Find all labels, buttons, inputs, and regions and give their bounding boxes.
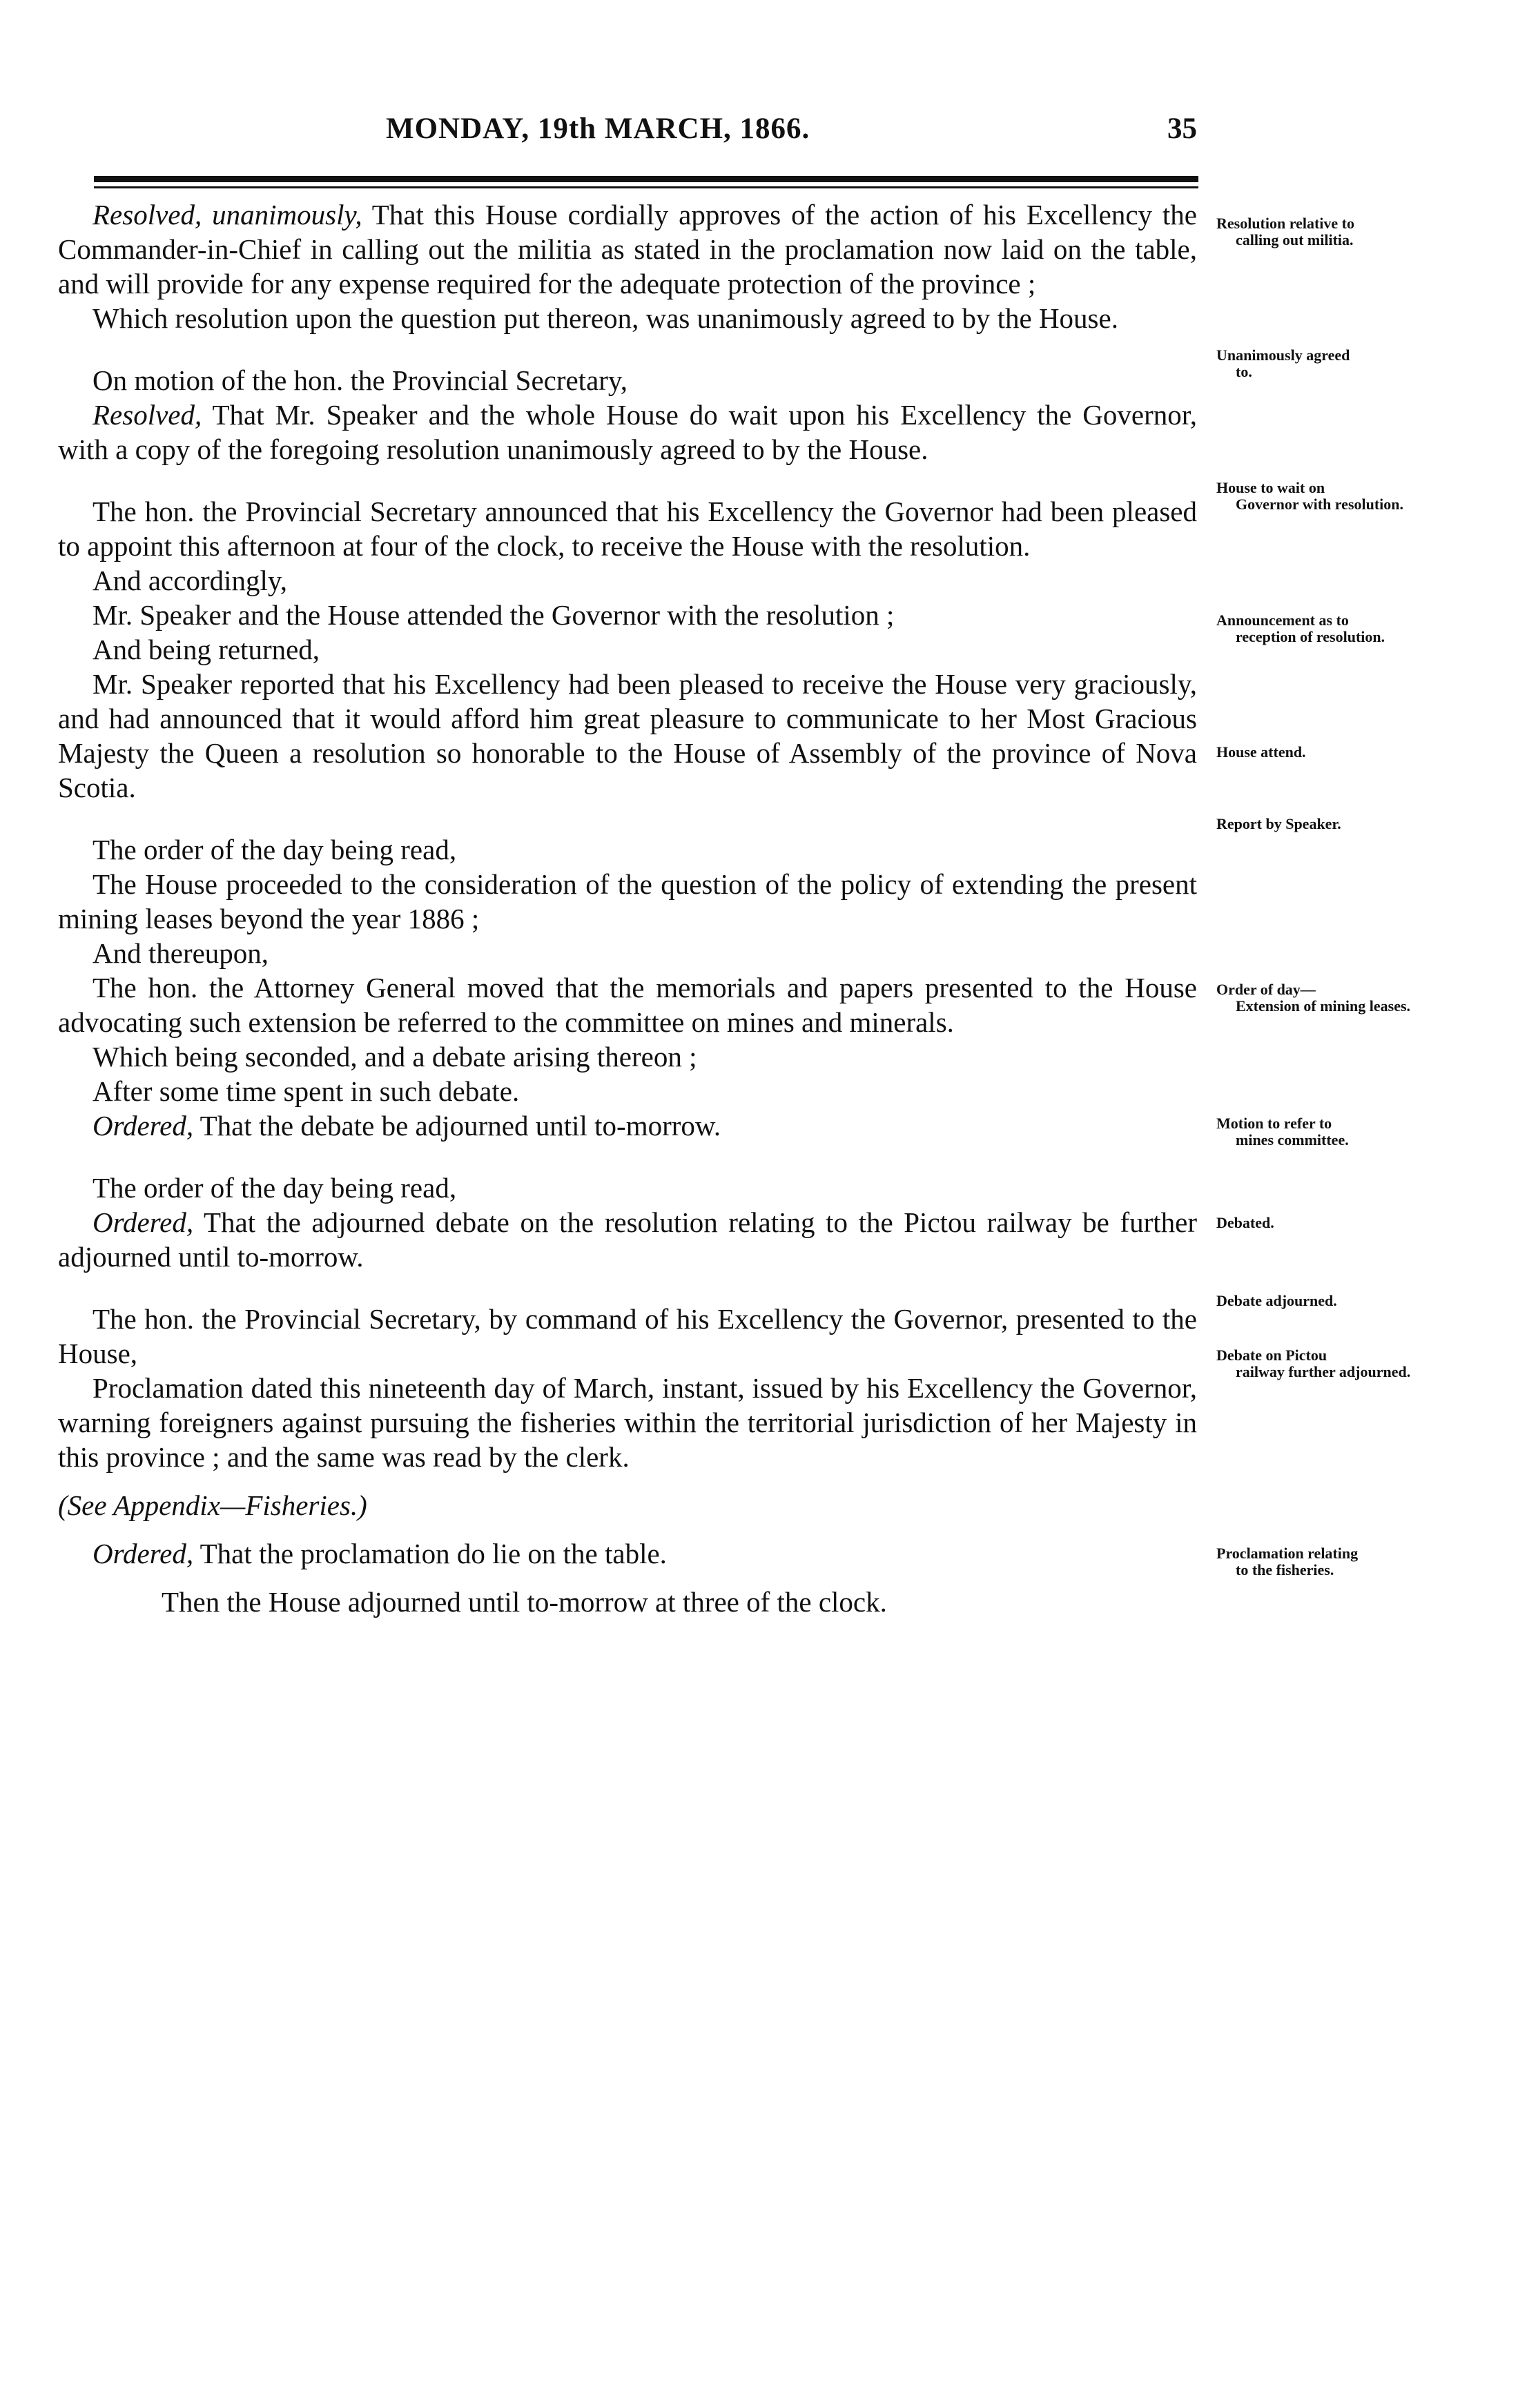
paragraph-accordingly <box>58 563 1197 598</box>
paragraph-text: The House proceeded to the consideration of the question of the policy of extending the present mining leases beyond the year 1886 ; <box>58 868 1197 934</box>
paragraph-text: And thereupon, <box>93 937 269 969</box>
paragraph-text: That this House cordially approves of the action of his Excellency the Commander-in-Chief in calling out the militia as stated in the proclamation now laid on the table, and will provide for any expense required for the adequate protection of the province ; <box>58 199 1197 300</box>
margin-note-line: mines committee. <box>1236 1131 1349 1148</box>
paragraph-lie-on-table <box>58 1536 1197 1571</box>
margin-note-line: Resolution relative to <box>1216 215 1355 232</box>
margin-note-line: reception of resolution. <box>1236 628 1385 645</box>
paragraph-presented <box>58 1302 1197 1371</box>
paragraph-text: That the proclamation do lie on the table. <box>193 1538 667 1569</box>
paragraph-resolution <box>58 197 1197 301</box>
paragraph-text: Mr. Speaker reported that his Excellency had been pleased to receive the House very graciously, and had announced that it would afford him great pleasure to communicate to her Most Gracious Majesty the Queen a resolution so honorable to the House of Assembly of the province of Nova Scotia. <box>58 668 1197 803</box>
paragraph-text: That the adjourned debate on the resolution relating to the Pictou railway be further adjourned until to-morrow. <box>58 1206 1197 1273</box>
margin-note-line: House to wait on <box>1216 479 1325 496</box>
margin-note-line: Debate on Pictou <box>1216 1347 1327 1364</box>
paragraph-resolved-wait <box>58 398 1197 467</box>
margin-note-line: Governor with resolution. <box>1236 496 1404 513</box>
paragraph-text: Then the House adjourned until to-morrow at three of the clock. <box>162 1586 887 1618</box>
paragraph-order-day-2 <box>58 1171 1197 1205</box>
margin-note-line: Debate adjourned. <box>1216 1292 1337 1309</box>
page-title: MONDAY, 19th MARCH, 1866. <box>386 112 810 145</box>
paragraph-attended <box>58 598 1197 632</box>
margin-note-line: Order of day— <box>1216 981 1316 998</box>
margin-note <box>1216 612 1423 645</box>
page-number: 35 <box>1167 112 1197 145</box>
paragraph-text: The hon. the Provincial Secretary, by command of his Excellency the Governor, presented to the House, <box>58 1303 1197 1369</box>
margin-note-line: Extension of mining leases. <box>1236 997 1411 1015</box>
margin-note <box>1216 1115 1423 1148</box>
journal-body <box>58 197 1197 1619</box>
paragraph-text: That Mr. Speaker and the whole House do wait upon his Excellency the Governor, with a copy of the foregoing resolution unanimously agreed to by the House. <box>58 399 1197 465</box>
paragraph-text: Which being seconded, and a debate arising thereon ; <box>93 1041 697 1073</box>
header-rule-thick <box>94 176 1198 182</box>
margin-note <box>1216 347 1423 380</box>
margin-note <box>1216 1215 1423 1231</box>
paragraph-order-day <box>58 832 1197 867</box>
paragraph-announcement <box>58 494 1197 563</box>
margin-note <box>1216 1347 1423 1380</box>
paragraph-thereupon <box>58 936 1197 970</box>
paragraph-lead: Resolved, <box>93 399 202 431</box>
paragraph-text: The order of the day being read, <box>93 1172 457 1204</box>
paragraph-time-spent <box>58 1074 1197 1108</box>
margin-note-line: railway further adjourned. <box>1236 1363 1411 1380</box>
paragraph-seconded <box>58 1039 1197 1074</box>
margin-note <box>1216 215 1423 248</box>
paragraph-text: The hon. the Attorney General moved that the memorials and papers presented to the House advocating such extension be referred to the committee on mines and minerals. <box>58 972 1197 1038</box>
paragraph-motion <box>58 363 1197 398</box>
paragraph-closing <box>58 1585 1197 1619</box>
page-header <box>58 112 1197 160</box>
appendix-reference <box>58 1488 1197 1523</box>
paragraph-text: And accordingly, <box>93 565 287 596</box>
paragraph-lead: Ordered, <box>93 1110 194 1142</box>
paragraph-attorney-motion <box>58 970 1197 1039</box>
margin-note <box>1216 744 1423 761</box>
margin-note-line: Report by Speaker. <box>1216 815 1341 832</box>
paragraph-text: Proclamation dated this nineteenth day of March, instant, issued by his Excellency the Governor, warning foreigners against pursuing the fisheries within the territorial jurisdiction of her Majesty in this province ; and the same was read by the clerk. <box>58 1372 1197 1473</box>
paragraph-pictou <box>58 1205 1197 1274</box>
paragraph-text: Which resolution upon the question put thereon, was unanimously agreed to by the House. <box>93 302 1118 334</box>
margin-note <box>1216 1293 1423 1309</box>
paragraph-text: On motion of the hon. the Provincial Secretary, <box>93 364 628 396</box>
paragraph-proclamation <box>58 1371 1197 1474</box>
margin-note <box>1216 981 1423 1015</box>
margin-note-line: Motion to refer to <box>1216 1115 1332 1132</box>
margin-note-line: calling out militia. <box>1236 231 1354 248</box>
margin-note-line: House attend. <box>1216 743 1306 761</box>
margin-note-line: to the fisheries. <box>1236 1561 1334 1578</box>
paragraph-lead: Ordered, <box>93 1538 194 1569</box>
paragraph-returned <box>58 632 1197 667</box>
paragraph-ordered-adjourn <box>58 1108 1197 1143</box>
margin-note <box>1216 1545 1423 1578</box>
paragraph-agreed <box>58 301 1197 335</box>
paragraph-text: (See Appendix—Fisheries.) <box>58 1489 367 1521</box>
paragraph-text: And being returned, <box>93 634 320 665</box>
paragraph-report <box>58 667 1197 805</box>
paragraph-text: Mr. Speaker and the House attended the Governor with the resolution ; <box>93 599 895 631</box>
margin-note-line: to. <box>1236 363 1252 380</box>
paragraph-text: That the debate be adjourned until to-morrow. <box>193 1110 721 1142</box>
margin-note-line: Debated. <box>1216 1214 1274 1231</box>
margin-note <box>1216 816 1423 832</box>
margin-note-line: Announcement as to <box>1216 611 1349 629</box>
paragraph-lead: Resolved, unanimously, <box>93 199 362 231</box>
header-rule-thin <box>94 186 1198 188</box>
paragraph-lead: Ordered, <box>93 1206 194 1238</box>
margin-note-line: Proclamation relating <box>1216 1545 1359 1562</box>
paragraph-text: The order of the day being read, <box>93 834 457 865</box>
paragraph-text: After some time spent in such debate. <box>93 1075 520 1107</box>
margin-note-line: Unanimously agreed <box>1216 346 1350 364</box>
paragraph-text: The hon. the Provincial Secretary announced that his Excellency the Governor had been pleased to appoint this afternoon at four of the clock, to receive the House with the resolution. <box>58 496 1197 562</box>
margin-note <box>1216 480 1423 513</box>
paragraph-mining-leases <box>58 867 1197 936</box>
